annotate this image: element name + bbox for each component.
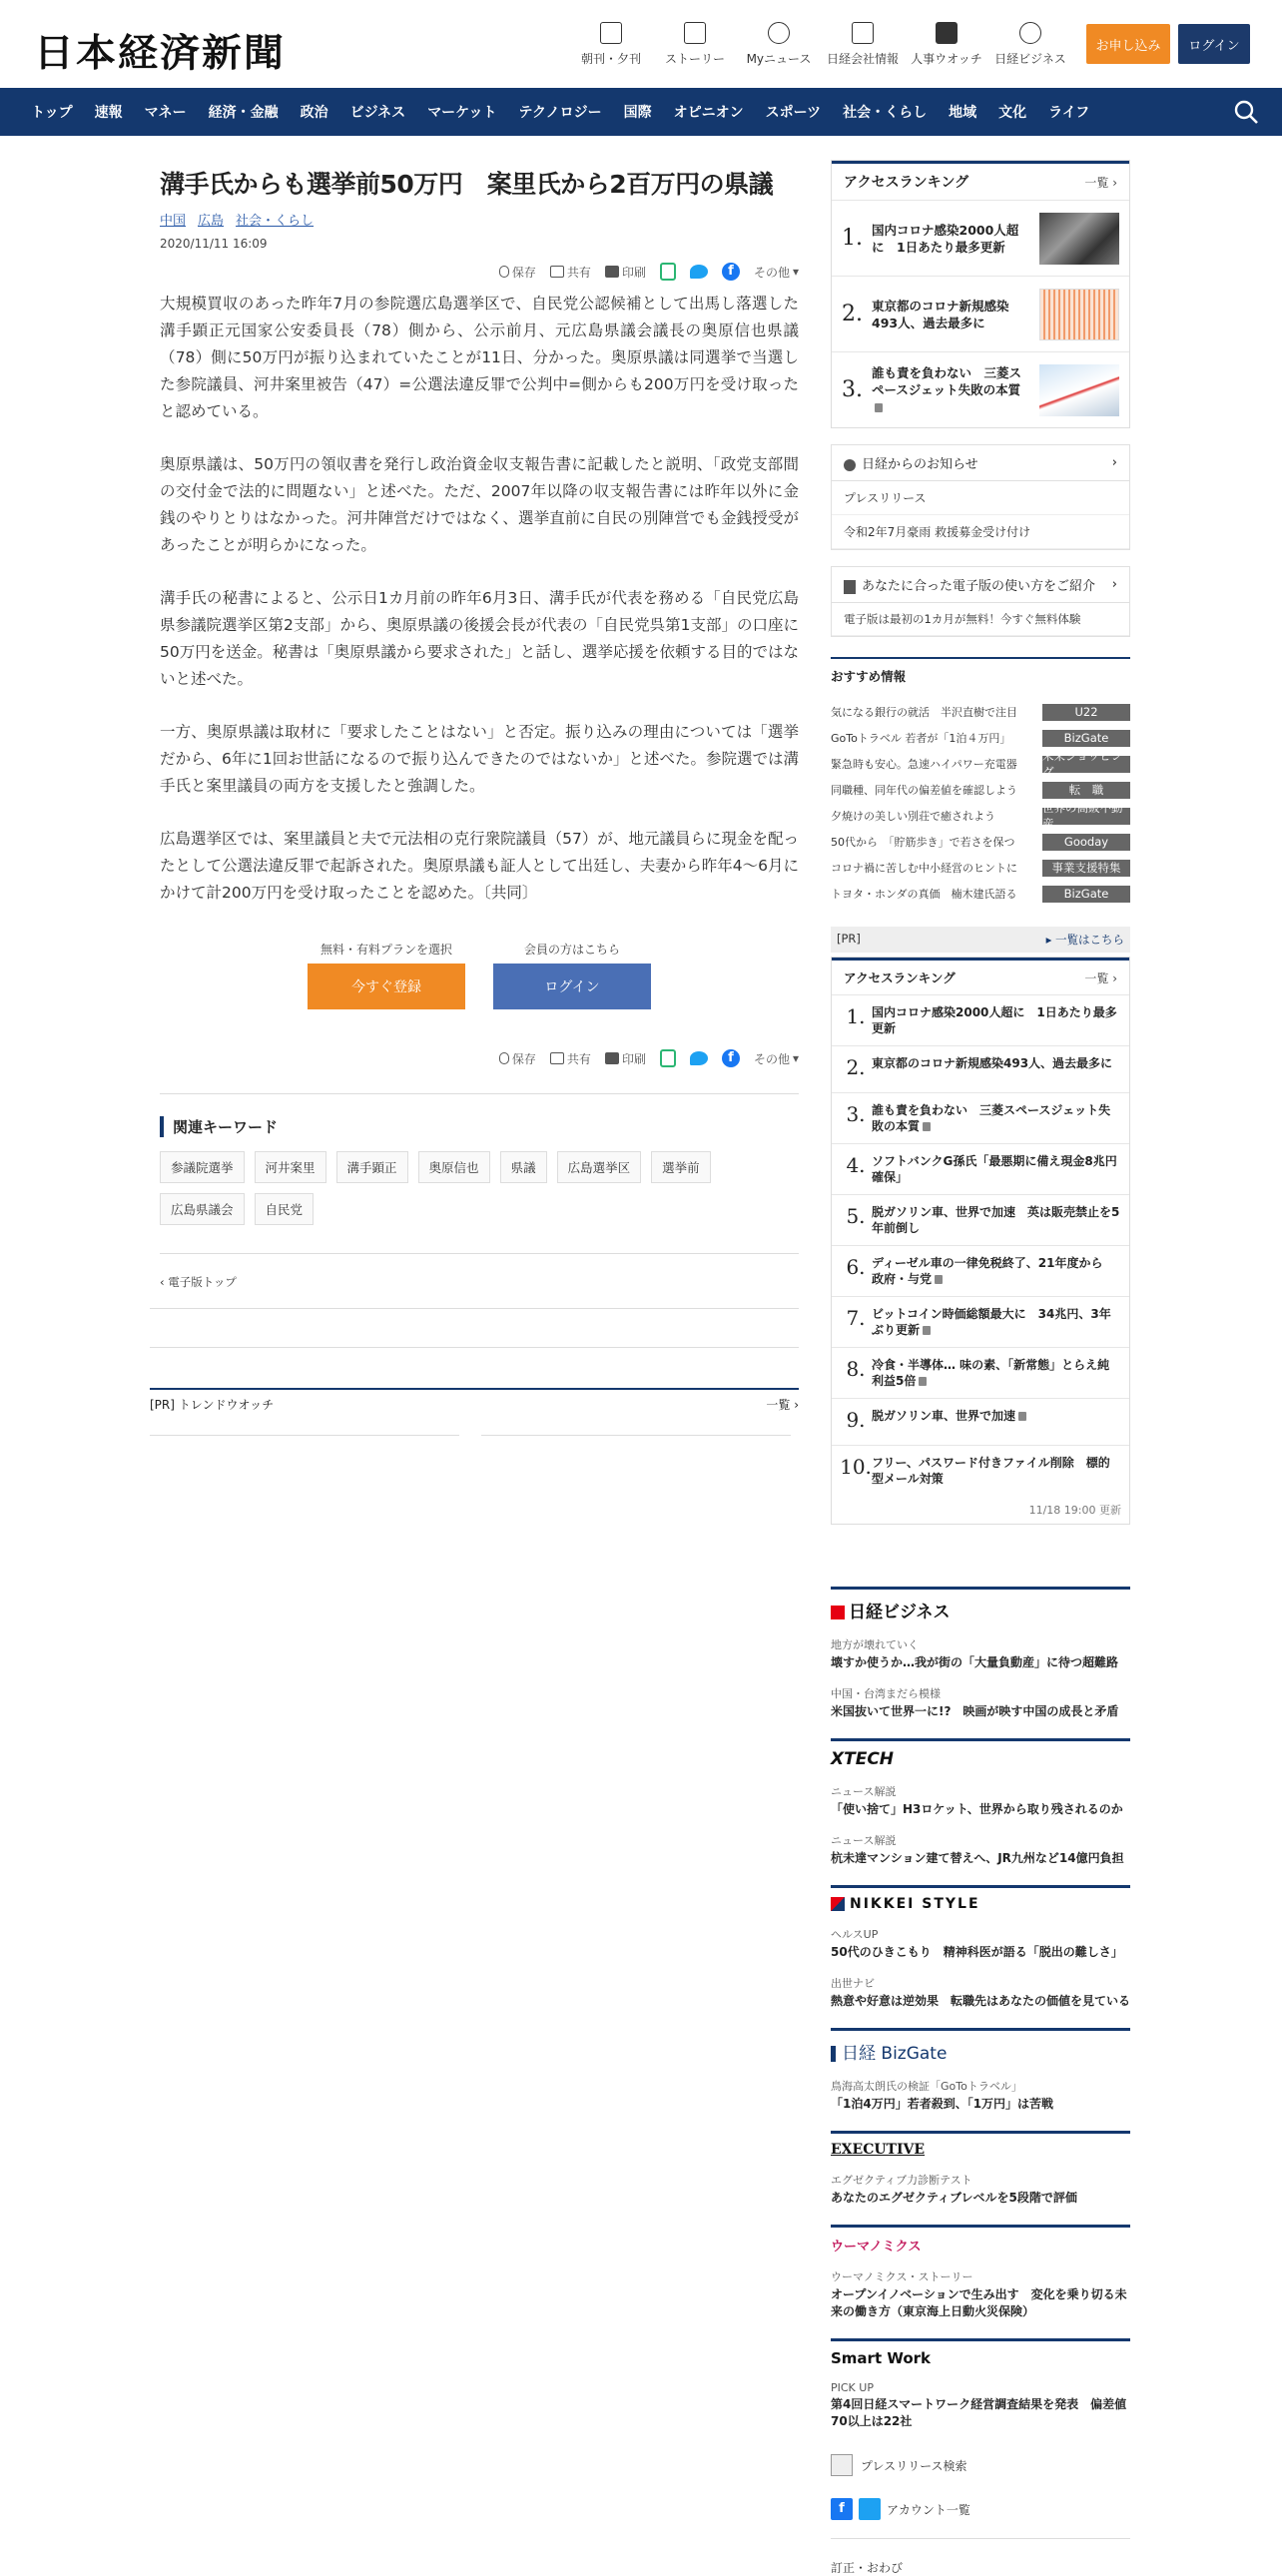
gnav-item[interactable]: マネー — [144, 105, 187, 121]
media-nikkei-style — [831, 1885, 1130, 2010]
media-logo[interactable]: XTECH — [831, 1749, 895, 1769]
ranking-item[interactable]: 7. ビットコイン時価総額最大に 34兆円、3年ぶり更新 — [832, 1296, 1129, 1347]
facebook-icon[interactable]: f — [722, 1049, 740, 1067]
lock-icon — [1018, 1412, 1026, 1421]
brand-square-icon — [831, 1606, 845, 1619]
share-bar-bottom — [160, 1049, 799, 1067]
brand-bar-icon — [831, 2046, 836, 2062]
ranking-item[interactable]: 4. ソフトバンクG孫氏「最悪期に備え現金8兆円確保」 — [832, 1143, 1129, 1194]
media-item-section: ニュース解説 — [831, 1785, 897, 1798]
story-icon — [684, 22, 706, 44]
press-icon — [831, 2454, 853, 2476]
media-item-title[interactable]: 壊すか使うか…我が街の「大量負動産」に待つ超難路 — [831, 1655, 1119, 1669]
more-share-button[interactable]: その他 ▾ — [753, 265, 799, 280]
lock-icon — [935, 1275, 943, 1284]
media-item-title[interactable]: 杭未達マンション建て替えへ、JR九州など14億円負担 — [831, 1851, 1124, 1865]
media-item-section: 鳥海高太朗氏の検証「GoToトラベル」 — [831, 2080, 1022, 2093]
recommend-item[interactable]: 50代から 「貯筋歩き」で若さを保つ Gooday — [831, 829, 1130, 855]
recommend-item[interactable]: 同職種、同年代の偏差値を確認しよう 転 職 — [831, 777, 1130, 803]
ranking-item[interactable]: 8. 冷食・半導体… 味の素、「新常態」とらえ純利益5倍 — [832, 1347, 1129, 1398]
nav-morning-evening[interactable]: 朝刊・夕刊 — [563, 22, 659, 67]
nav-nikkei-business[interactable]: 日経ビジネス — [982, 22, 1078, 67]
mail-icon — [550, 266, 564, 278]
nav-my-news[interactable]: Myニュース — [731, 22, 827, 67]
keyword-chip[interactable]: 奥原信也 — [418, 1151, 490, 1183]
ranking-item[interactable]: 3. 誰も責を負わない 三菱スペースジェット失敗の本質 — [832, 1092, 1129, 1143]
article-date: 2020/11/11 16:09 — [160, 237, 268, 251]
ranking-box-top — [831, 160, 1130, 428]
nav-story[interactable]: ストーリー — [647, 22, 743, 67]
media-xtech — [831, 1738, 1130, 1867]
keyword-chip[interactable]: 広島選挙区 — [557, 1151, 642, 1183]
media-nikkei-business — [831, 1587, 1130, 1720]
media-logo[interactable]: EXECUTIVE — [831, 2142, 926, 2158]
keyword-chip[interactable]: 自民党 — [255, 1193, 315, 1225]
compass-icon — [1019, 22, 1041, 44]
ranking-item[interactable]: 1. 国内コロナ感染2000人超に 1日あたり最多更新 — [832, 994, 1129, 1045]
article-paragraph: 奥原県議は、50万円の領収書を発行し政治資金収支報告書に記載したと説明、「政党支部間の交付金で法的に問題ない」と述べた。ただ、2007年以降の収支報告書には昨年以外に金銭のやりとりはなかった。河井陣営だけではなく、選挙直前に自民の別陣営でも金銭授受があったことが明らかになった。 — [160, 455, 799, 554]
media-logo[interactable]: NIKKEI STYLE — [831, 1896, 1130, 1912]
divider — [150, 1347, 799, 1348]
recommend-box — [831, 657, 1130, 907]
press-release-search[interactable]: プレスリリース検索 — [831, 2454, 1130, 2476]
gnav-item[interactable]: マーケット — [427, 105, 497, 121]
gnav-item[interactable]: 速報 — [94, 105, 123, 121]
media-item-title[interactable]: 「使い捨て」H3ロケット、世界から取り残されるのか — [831, 1802, 1123, 1816]
more-share-button[interactable]: その他 ▾ — [753, 1051, 799, 1066]
gnav-item[interactable]: スポーツ — [765, 105, 822, 121]
guide-sub[interactable]: 電子版は最初の1カ月が無料！今すぐ無料体験 — [832, 603, 1129, 636]
trend-watch-header — [150, 1388, 799, 1413]
notice-item[interactable]: 令和2年7月豪雨 救援募金受け付け — [832, 515, 1129, 549]
media-item-title[interactable]: あなたのエグゼクティブレベルを5段階で評価 — [831, 2191, 1077, 2205]
mail-icon — [550, 1052, 564, 1064]
article-paragraph: 大規模買収のあった昨年7月の参院選広島選挙区で、自民党公認候補として出馬し落選した溝手顕正元国家公安委員長（78）側から、公示前月、元広島県議会議長の奥原信也県議（78）側に50万円が振り込まれていたことが11日、分かった。奥原県議は同選挙で当選した参院議員、河井案里被告（47）=公選法違反罪で公判中=側からも200万円を受け取ったと認めている。 — [160, 295, 799, 420]
ranking-item[interactable]: 1. 国内コロナ感染2000人超に 1日あたり最多更新 — [832, 200, 1129, 276]
register-button[interactable]: 今すぐ登録 — [308, 964, 465, 1009]
gnav-item[interactable]: テクノロジー — [518, 105, 602, 121]
facebook-icon[interactable]: f — [722, 263, 740, 281]
gnav-item[interactable]: 社会・くらし — [843, 105, 928, 121]
correction-link[interactable]: 訂正・おわび — [831, 2561, 904, 2575]
nav-jinji-watch[interactable]: 人事ウオッチ — [899, 22, 994, 67]
share-button[interactable]: 共有 — [550, 1050, 591, 1067]
media-item-title[interactable]: 50代のひきこもり 精神科医が語る「脱出の難しさ」 — [831, 1945, 1123, 1959]
print-button[interactable]: 印刷 — [605, 264, 646, 281]
article-tags — [160, 210, 799, 229]
evernote-icon[interactable] — [660, 1049, 676, 1067]
lock-icon — [875, 403, 883, 412]
accounts-list[interactable]: f アカウント一覧 — [831, 2498, 1130, 2520]
keyword-chip[interactable]: 河井案里 — [255, 1151, 326, 1183]
keyword-chip[interactable]: 広島県議会 — [160, 1193, 245, 1225]
notice-header[interactable]: 日経からのお知らせ › — [832, 445, 1129, 481]
ranking-item[interactable]: 9. 脱ガソリン車、世界で加速 — [832, 1398, 1129, 1445]
article — [150, 168, 799, 1436]
ranking-more-link[interactable]: 一覧 › — [1084, 970, 1117, 985]
media-item-section: 出世ナビ — [831, 1977, 875, 1990]
guide-box — [831, 566, 1130, 637]
gnav-item[interactable]: トップ — [31, 105, 73, 121]
share-button[interactable]: 共有 — [550, 264, 591, 281]
site-header — [0, 0, 1282, 88]
article-title: 溝手氏からも選挙前50万円 案里氏から2百万円の県議 — [160, 170, 774, 199]
info-icon — [844, 459, 856, 471]
register-box — [160, 941, 799, 1009]
jet-thumbnail — [1039, 364, 1119, 416]
gnav-item[interactable]: 政治 — [300, 105, 328, 121]
keyword-chip[interactable]: 溝手顕正 — [336, 1151, 408, 1183]
subscribe-button[interactable]: お申し込み — [1086, 24, 1170, 64]
plan-column — [308, 941, 465, 1009]
gnav-item[interactable]: ライフ — [1048, 105, 1090, 121]
gnav-item[interactable]: 文化 — [998, 105, 1027, 121]
crowd-thumbnail — [1039, 213, 1119, 265]
media-item-section: ニュース解説 — [831, 1834, 897, 1847]
twitter-icon — [859, 2498, 881, 2520]
gnav-item[interactable]: 国際 — [623, 105, 652, 121]
media-item-section: ヘルスUP — [831, 1928, 879, 1941]
divider — [150, 1308, 799, 1309]
media-logo[interactable]: Smart Work — [831, 2349, 932, 2367]
media-item-section: エグゼクティブ力診断テスト — [831, 2174, 972, 2187]
media-smartwork — [831, 2338, 1130, 2430]
media-executive — [831, 2131, 1130, 2207]
media-bizgate — [831, 2028, 1130, 2113]
pr-bar — [831, 927, 1130, 953]
search-icon[interactable] — [1232, 98, 1260, 126]
media-logo[interactable]: 日経ビジネス — [831, 1598, 1130, 1622]
guide-header[interactable]: あなたに合った電子版の使い方をご紹介 › — [832, 567, 1129, 603]
recommend-item[interactable]: トヨタ・ホンダの真価 楠木建氏語る BizGate — [831, 881, 1130, 907]
chart-icon — [852, 22, 874, 44]
media-item-section: ウーマノミクス・ストーリー — [831, 2270, 973, 2283]
nikkei-notice-box — [831, 444, 1130, 550]
printer-icon — [605, 266, 619, 278]
book-icon — [844, 580, 856, 594]
keyword-chip[interactable]: 選挙前 — [651, 1151, 711, 1183]
evernote-icon[interactable] — [660, 263, 676, 281]
keyword-list — [160, 1151, 799, 1225]
media-item-title[interactable]: 米国抜いて世界一に!? 映画が映す中国の成長と矛盾 — [831, 1704, 1119, 1718]
gnav-item[interactable]: 経済・金融 — [208, 105, 279, 121]
divider — [481, 1435, 791, 1436]
clip-icon — [499, 266, 509, 278]
trend-watch-title: [PR] トレンドウオッチ — [150, 1398, 275, 1412]
ranking-updated: 11/18 19:00 更新 — [1028, 1504, 1121, 1517]
recommend-item[interactable]: 夕焼けの美しい別荘で癒されよう 世界の高級不動産 — [831, 803, 1130, 829]
ranking-item[interactable]: 3. 誰も責を負わない 三菱スペースジェット失敗の本質 — [832, 351, 1129, 427]
article-paragraph: 溝手氏の秘書によると、公示日1カ月前の昨年6月3日、溝手氏が代表を務める「自民党広島県参議院選挙区第2支部」から、奥原県議の後援会長が代表の「自民党呉第1支部」の口座に50万円を送金。秘書は「奥原県議から要求された」と話し、選挙応援を依頼する目的ではないと述べた。 — [160, 589, 799, 688]
login-button-article[interactable]: ログイン — [493, 964, 651, 1009]
ranking-item[interactable]: 2. 東京都のコロナ新規感染493人、過去最多に — [832, 276, 1129, 351]
ranking-item[interactable]: 2. 東京都のコロナ新規感染493人、過去最多に — [832, 1045, 1129, 1092]
chart-thumbnail — [1039, 289, 1119, 340]
facebook-icon: f — [831, 2498, 853, 2520]
divider — [160, 1253, 799, 1254]
media-logo[interactable]: 日経 BizGate — [831, 2039, 1130, 2064]
global-nav — [0, 88, 1282, 136]
media-item-section: 地方が壊れていく — [831, 1638, 919, 1651]
brand-n-icon — [831, 1897, 845, 1911]
lock-icon — [919, 1377, 927, 1386]
media-womanomics — [831, 2225, 1130, 2320]
recommend-item[interactable]: 気になる銀行の就活 半沢直樹で注目 U22 — [831, 699, 1130, 725]
trend-placeholders — [150, 1435, 799, 1436]
ranking-item[interactable]: 5. 脱ガソリン車、世界で加速 英は販売禁止を5年前倒し — [832, 1194, 1129, 1245]
recommend-item[interactable]: コロナ禍に苦しむ中小経営のヒントに 事業支援特集 — [831, 855, 1130, 881]
sidebar — [831, 160, 1130, 2576]
pr-more-link[interactable]: ▸ 一覧はこちら — [1045, 933, 1124, 947]
notice-item[interactable]: プレスリリース — [832, 481, 1129, 515]
nav-company-info[interactable]: 日経会社情報 — [815, 22, 911, 67]
recommend-heading: おすすめ情報 — [831, 669, 907, 684]
nikkei-logo[interactable]: 日本経済新聞 — [34, 30, 287, 75]
divider — [160, 1093, 799, 1094]
keyword-chip[interactable]: 参議院選挙 — [160, 1151, 245, 1183]
plan-label: 無料・有料プランを選択 — [320, 943, 452, 957]
keyword-chip[interactable]: 県議 — [500, 1151, 547, 1183]
ranking-header: アクセスランキング 一覧 › — [832, 958, 1129, 994]
keywords-heading: 関連キーワード — [160, 1116, 799, 1137]
article-paragraph: 広島選挙区では、案里議員と夫で元法相の克行衆院議員（57）が、地元議員らに現金を配ったとして公選法違反罪で起訴された。奥原県議も証人として出廷し、夫妻から昨年4～6月にかけて計200万円を受け取ったことを認めた。〔共同〕 — [160, 830, 799, 902]
media-item-title[interactable]: 熱意や好意は逆効果 転職先はあなたの価値を見ている — [831, 1994, 1131, 2008]
people-search-icon — [936, 22, 958, 44]
member-column — [493, 941, 651, 1009]
share-bar-top — [160, 263, 799, 281]
twitter-icon[interactable] — [690, 265, 708, 279]
pr-label: [PR] — [837, 932, 861, 946]
divider — [831, 2538, 1130, 2539]
back-link[interactable]: ‹ 電子版トップ — [160, 1275, 237, 1289]
gnav-item[interactable]: ビジネス — [349, 105, 406, 121]
twitter-icon[interactable] — [690, 1051, 708, 1065]
tag-link[interactable]: 中国 — [160, 214, 187, 229]
lock-icon — [923, 1122, 931, 1131]
media-item-title[interactable]: 第4回日経スマートワーク経営調査結果を発表 偏差値70以上は22社 — [831, 2397, 1127, 2428]
printer-icon — [605, 1052, 619, 1064]
gnav-item[interactable]: 地域 — [949, 105, 977, 121]
ranking-item[interactable]: 10. フリー、パスワード付きファイル削除 標的型メール対策 — [832, 1445, 1129, 1496]
user-icon — [768, 22, 790, 44]
media-item-section: PICK UP — [831, 2381, 874, 2394]
save-button[interactable]: 保存 — [499, 264, 536, 281]
media-item-section: 中国・台湾まだら模様 — [831, 1687, 941, 1700]
article-paragraph: 一方、奥原県議は取材に「要求したことはない」と否定。振り込みの理由については「選挙だから、6年に1回お世話になるので振り込んできたのではないか」と述べた。参院選では溝手氏と案里議員の両方を支援したと強調した。 — [160, 723, 799, 795]
gnav-item[interactable]: オピニオン — [673, 105, 744, 121]
recommend-item[interactable]: 緊急時も安心。急速ハイパワー充電器 未来ショッピング — [831, 751, 1130, 777]
lock-icon — [923, 1326, 931, 1335]
spacer — [831, 1525, 1130, 1573]
recommend-item[interactable]: GoToトラベル 若者が「1泊４万円」 BizGate — [831, 725, 1130, 751]
media-logo[interactable]: ウーマノミクス — [831, 2240, 922, 2254]
tag-link[interactable]: 社会・くらし — [236, 214, 315, 229]
print-button[interactable]: 印刷 — [605, 1050, 646, 1067]
divider — [150, 1435, 459, 1436]
ranking-item[interactable]: 6. ディーゼル車の一律免税終了、21年度から 政府・与党 — [832, 1245, 1129, 1296]
ranking-header: アクセスランキング 一覧 › — [832, 161, 1129, 200]
login-button[interactable]: ログイン — [1178, 24, 1250, 64]
trend-more-link[interactable]: 一覧 › — [766, 1398, 799, 1412]
media-item-title[interactable]: 「1泊4万円」若者殺到、「1万円」は苦戦 — [831, 2097, 1054, 2111]
tag-link[interactable]: 広島 — [198, 214, 225, 229]
newspaper-icon — [600, 22, 622, 44]
ranking-more-link[interactable]: 一覧 › — [1084, 175, 1117, 190]
clip-icon — [499, 1052, 509, 1064]
media-item-title[interactable]: オープンイノベーションで生み出す 変化を乗り切る未来の働き方（東京海上日動火災保険） — [831, 2287, 1127, 2318]
save-button[interactable]: 保存 — [499, 1050, 536, 1067]
member-label: 会員の方はこちら — [523, 943, 620, 957]
ranking-box-full — [831, 957, 1130, 1525]
